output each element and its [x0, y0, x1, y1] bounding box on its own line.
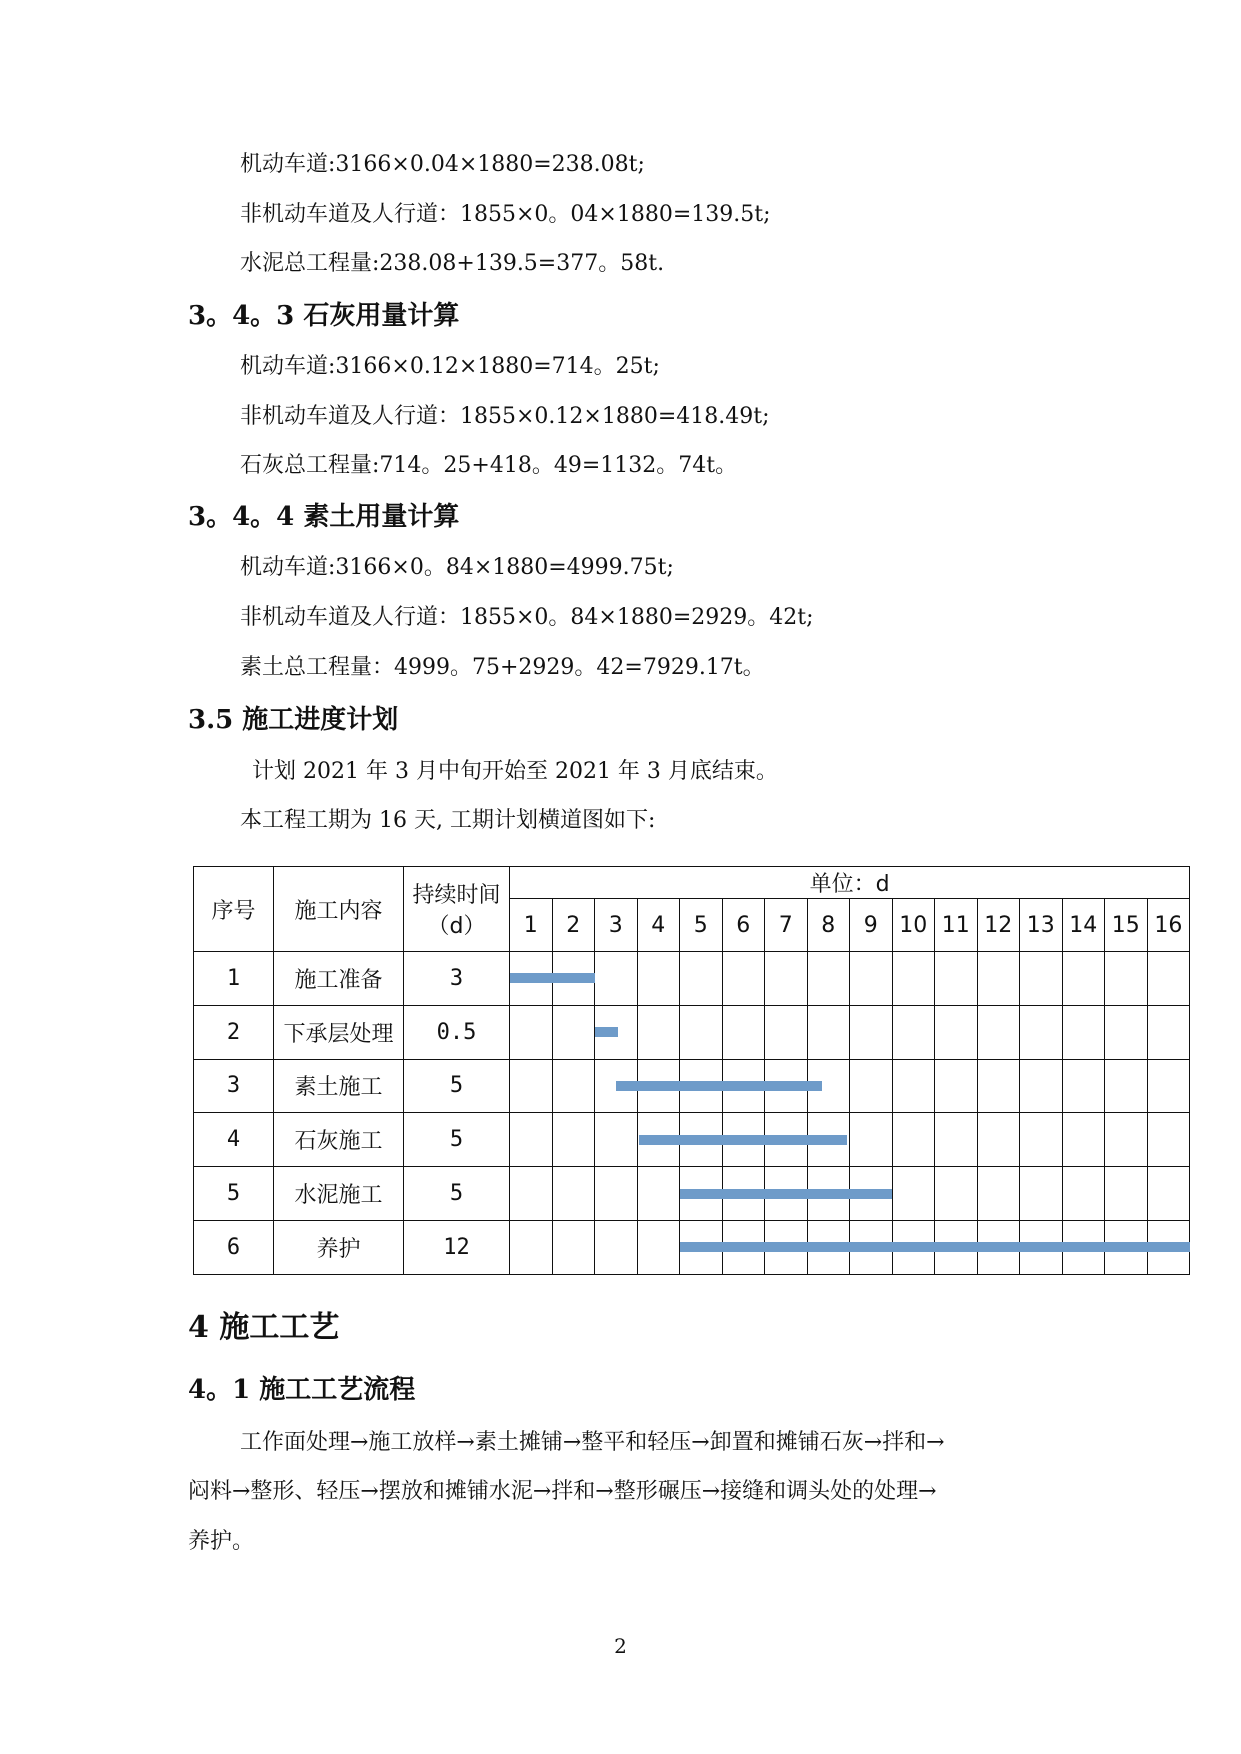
row-content: 水泥施工: [274, 1167, 404, 1221]
day-cell: [765, 1220, 808, 1274]
day-cell: [977, 1220, 1020, 1274]
day-cell: [807, 1059, 850, 1113]
day-cell: [935, 952, 978, 1006]
day-cell: [637, 1005, 680, 1059]
day-cell: [1062, 1220, 1105, 1274]
day-cell: [765, 1059, 808, 1113]
day-cell: [765, 1113, 808, 1167]
day-header-cell: 12: [977, 899, 1020, 952]
text-line: 本工程工期为 16 天, 工期计划横道图如下:: [240, 808, 656, 833]
day-header-cell: 3: [595, 899, 638, 952]
day-header-cell: 2: [552, 899, 595, 952]
row-content: 石灰施工: [274, 1113, 404, 1167]
row-content: 养护: [274, 1220, 404, 1274]
day-cell: [977, 952, 1020, 1006]
row-seq: 4: [194, 1113, 274, 1167]
header-unit: 单位：d: [510, 867, 1190, 899]
gantt-chart: [193, 866, 1189, 1273]
text-line: 水泥总工程量:238.08+139.5=377。58t.: [240, 251, 665, 276]
day-cell: [892, 1005, 935, 1059]
row-seq: 5: [194, 1167, 274, 1221]
day-cell: [935, 1220, 978, 1274]
day-cell: [892, 1113, 935, 1167]
day-cell: [1105, 1220, 1148, 1274]
day-cell: [637, 1113, 680, 1167]
row-duration: 0.5: [404, 1005, 510, 1059]
text-line: 机动车道:3166×0.12×1880=714。25t;: [240, 354, 660, 379]
day-header-cell: 6: [722, 899, 765, 952]
day-cell: [722, 1005, 765, 1059]
day-cell: [850, 1220, 893, 1274]
day-cell: [807, 1220, 850, 1274]
day-cell: [637, 952, 680, 1006]
table-row: [194, 1113, 1190, 1167]
day-cell: [552, 1113, 595, 1167]
day-cell: [722, 1059, 765, 1113]
day-cell: [1020, 1220, 1063, 1274]
day-cell: [765, 952, 808, 1006]
text-line: 闷料→整形、轻压→摆放和摊铺水泥→拌和→整形碾压→接缝和调头处的处理→: [188, 1479, 937, 1504]
row-content: 施工准备: [274, 952, 404, 1006]
day-cell: [892, 1059, 935, 1113]
day-cell: [680, 1220, 723, 1274]
row-duration: 12: [404, 1220, 510, 1274]
row-duration: 5: [404, 1113, 510, 1167]
day-cell: [722, 1167, 765, 1221]
day-cell: [510, 1059, 553, 1113]
day-cell: [850, 1059, 893, 1113]
day-cell: [935, 1167, 978, 1221]
table-row: [194, 952, 1190, 1006]
day-header-cell: 11: [935, 899, 978, 952]
day-cell: [637, 1167, 680, 1221]
day-header-cell: 5: [680, 899, 723, 952]
day-cell: [1062, 1059, 1105, 1113]
day-header-cell: 4: [637, 899, 680, 952]
day-header-cell: 16: [1147, 899, 1190, 952]
day-cell: [595, 1220, 638, 1274]
day-cell: [637, 1220, 680, 1274]
row-duration: 5: [404, 1059, 510, 1113]
day-header-cell: 7: [765, 899, 808, 952]
day-header-cell: 1: [510, 899, 553, 952]
day-cell: [807, 1005, 850, 1059]
day-header-cell: 10: [892, 899, 935, 952]
day-cell: [1147, 1059, 1190, 1113]
day-cell: [510, 952, 553, 1006]
day-cell: [1105, 1059, 1148, 1113]
table-row: [194, 1220, 1190, 1274]
day-cell: [765, 1167, 808, 1221]
header-content: 施工内容: [274, 867, 404, 952]
day-cell: [935, 1113, 978, 1167]
day-cell: [552, 1220, 595, 1274]
day-cell: [680, 952, 723, 1006]
table-row: [194, 1167, 1190, 1221]
day-cell: [722, 952, 765, 1006]
day-cell: [1105, 1005, 1148, 1059]
day-header-cell: 15: [1105, 899, 1148, 952]
day-header-cell: 8: [807, 899, 850, 952]
day-cell: [510, 1113, 553, 1167]
section-heading: 4。1 施工工艺流程: [188, 1375, 416, 1405]
day-cell: [1062, 952, 1105, 1006]
day-cell: [1062, 1113, 1105, 1167]
row-duration: 3: [404, 952, 510, 1006]
day-cell: [850, 952, 893, 1006]
day-cell: [595, 1113, 638, 1167]
text-line: 机动车道:3166×0.04×1880=238.08t;: [240, 152, 645, 177]
section-heading: 3。4。3 石灰用量计算: [188, 301, 460, 331]
day-cell: [1147, 1220, 1190, 1274]
text-line: 机动车道:3166×0。84×1880=4999.75t;: [240, 555, 674, 580]
day-cell: [680, 1005, 723, 1059]
day-header-cell: 14: [1062, 899, 1105, 952]
day-cell: [1020, 1113, 1063, 1167]
day-cell: [1105, 1167, 1148, 1221]
day-cell: [807, 952, 850, 1006]
day-cell: [892, 1167, 935, 1221]
row-content: 素土施工: [274, 1059, 404, 1113]
day-cell: [510, 1220, 553, 1274]
text-line: 养护。: [188, 1529, 255, 1554]
day-header-cell: 9: [850, 899, 893, 952]
day-cell: [722, 1220, 765, 1274]
day-cell: [765, 1005, 808, 1059]
row-seq: 6: [194, 1220, 274, 1274]
day-cell: [850, 1113, 893, 1167]
gantt-table: [193, 866, 1190, 1275]
day-cell: [1105, 952, 1148, 1006]
day-cell: [595, 952, 638, 1006]
row-seq: 1: [194, 952, 274, 1006]
day-cell: [1020, 1167, 1063, 1221]
day-cell: [637, 1059, 680, 1113]
day-cell: [892, 952, 935, 1006]
page-number: 2: [614, 1634, 627, 1658]
row-duration: 5: [404, 1167, 510, 1221]
day-cell: [977, 1005, 1020, 1059]
day-cell: [935, 1059, 978, 1113]
day-cell: [552, 1059, 595, 1113]
day-cell: [935, 1005, 978, 1059]
chapter-heading: 4 施工工艺: [188, 1310, 340, 1345]
day-cell: [977, 1113, 1020, 1167]
day-cell: [1062, 1167, 1105, 1221]
text-line: 计划 2021 年 3 月中旬开始至 2021 年 3 月底结束。: [252, 759, 778, 784]
day-cell: [850, 1167, 893, 1221]
gantt-body: [194, 952, 1190, 1275]
day-cell: [595, 1167, 638, 1221]
day-cell: [1020, 1005, 1063, 1059]
text-line: 石灰总工程量:714。25+418。49=1132。74t。: [240, 453, 738, 478]
day-cell: [595, 1005, 638, 1059]
day-cell: [510, 1167, 553, 1221]
header-seq: 序号: [194, 867, 274, 952]
day-cell: [552, 1005, 595, 1059]
text-line: 非机动车道及人行道：1855×0.12×1880=418.49t;: [240, 404, 770, 429]
text-line: 素土总工程量：4999。75+2929。42=7929.17t。: [240, 655, 765, 680]
day-cell: [1062, 1005, 1105, 1059]
day-cell: [722, 1113, 765, 1167]
day-cell: [1147, 952, 1190, 1006]
text-line: 工作面处理→施工放样→素土摊铺→整平和轻压→卸置和摊铺石灰→拌和→: [240, 1430, 945, 1455]
day-cell: [850, 1005, 893, 1059]
header-duration: 持续时间（d）: [404, 867, 510, 952]
day-cell: [1020, 952, 1063, 1006]
day-cell: [977, 1167, 1020, 1221]
day-cell: [680, 1059, 723, 1113]
day-cell: [1147, 1113, 1190, 1167]
day-cell: [1105, 1113, 1148, 1167]
day-cell: [510, 1005, 553, 1059]
text-line: 非机动车道及人行道：1855×0。04×1880=139.5t;: [240, 202, 771, 227]
day-cell: [1020, 1059, 1063, 1113]
day-cell: [1147, 1167, 1190, 1221]
day-cell: [552, 952, 595, 1006]
section-heading: 3.5 施工进度计划: [188, 705, 399, 735]
table-row: [194, 1005, 1190, 1059]
day-header-cell: 13: [1020, 899, 1063, 952]
row-seq: 3: [194, 1059, 274, 1113]
day-cell: [892, 1220, 935, 1274]
row-content: 下承层处理: [274, 1005, 404, 1059]
day-cell: [807, 1113, 850, 1167]
text-line: 非机动车道及人行道：1855×0。84×1880=2929。42t;: [240, 605, 814, 630]
day-cell: [1147, 1005, 1190, 1059]
day-cell: [680, 1167, 723, 1221]
table-row: [194, 1059, 1190, 1113]
day-cell: [977, 1059, 1020, 1113]
section-heading: 3。4。4 素土用量计算: [188, 502, 460, 532]
day-cell: [595, 1059, 638, 1113]
day-cell: [552, 1167, 595, 1221]
day-cell: [680, 1113, 723, 1167]
row-seq: 2: [194, 1005, 274, 1059]
day-cell: [807, 1167, 850, 1221]
